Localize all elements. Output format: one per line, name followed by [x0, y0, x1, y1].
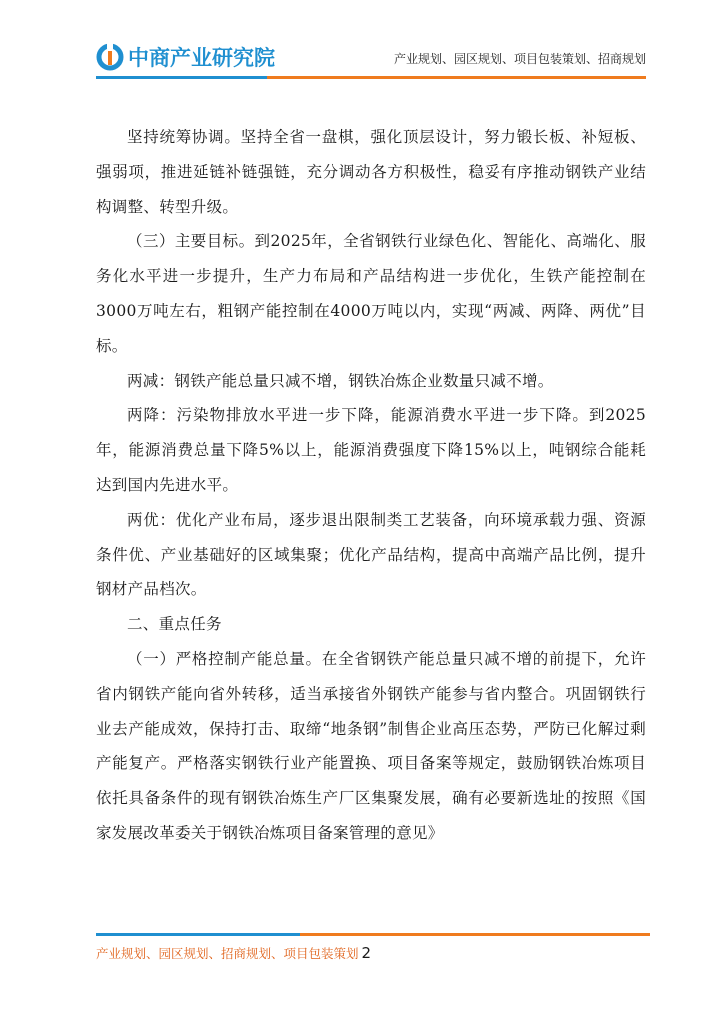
logo-icon: [96, 43, 124, 71]
logo: [96, 42, 275, 72]
page-number: 2: [361, 944, 372, 962]
paragraph: 坚持统筹协调。坚持全省一盘棋，强化顶层设计，努力锻长板、补短板、强弱项，推进延链补链强链，充分调动各方积极性，稳妥有序推动钢铁产业结构调整、转型升级。: [96, 128, 646, 216]
page-header: [0, 0, 724, 82]
page-footer: [96, 944, 371, 962]
header-rule-blue: [96, 76, 267, 79]
document-body: [96, 120, 646, 851]
footer-rule-orange: [300, 933, 650, 936]
paragraph: （三）主要目标。到2025年，全省钢铁行业绿色化、智能化、高端化、服务化水平进一步提升，生产力布局和产品结构进一步优化，生铁产能控制在3000万吨左右，粗钢产能控制在4000万吨以内，实现“两减、两降、两优”目标。: [96, 232, 646, 355]
header-rule-orange: [267, 76, 646, 79]
header-tagline: 产业规划、园区规划、项目包装策划、招商规划: [393, 52, 646, 66]
paragraph: 两优：优化产业布局，逐步退出限制类工艺装备，向环境承载力强、资源条件优、产业基础好的区域集聚；优化产品结构，提高中高端产品比例，提升钢材产品档次。: [96, 510, 646, 599]
paragraph: 两减：钢铁产能总量只减不增，钢铁冶炼企业数量只减不增。: [127, 371, 554, 390]
logo-text: 中商产业研究院: [128, 46, 275, 70]
paragraph: 两降：污染物排放水平进一步下降，能源消费水平进一步下降。到2025年，能源消费总量下降5%以上，能源消费强度下降15%以上，吨钢综合能耗达到国内先进水平。: [96, 406, 646, 494]
footer-text: 产业规划、园区规划、招商规划、项目包装策划: [96, 946, 359, 961]
paragraph: （一）严格控制产能总量。在全省钢铁产能总量只减不增的前提下，允许省内钢铁产能向省外转移，适当承接省外钢铁产能参与省内整合。巩固钢铁行业去产能成效，保持打击、取缔“地条钢”制售企业高压态势，严防已化解过剩产能复产。严格落实钢铁行业产能置换、项目备案等规定，鼓励钢铁冶炼项目依托具备条件的现有钢铁冶炼生产厂区集聚发展，确有必要新选址的按照《国家发展改革委关于钢铁冶炼项目备案管理的意见》: [96, 649, 646, 842]
section-heading: 二、重点任务: [127, 615, 222, 634]
footer-rule-blue: [96, 933, 300, 936]
